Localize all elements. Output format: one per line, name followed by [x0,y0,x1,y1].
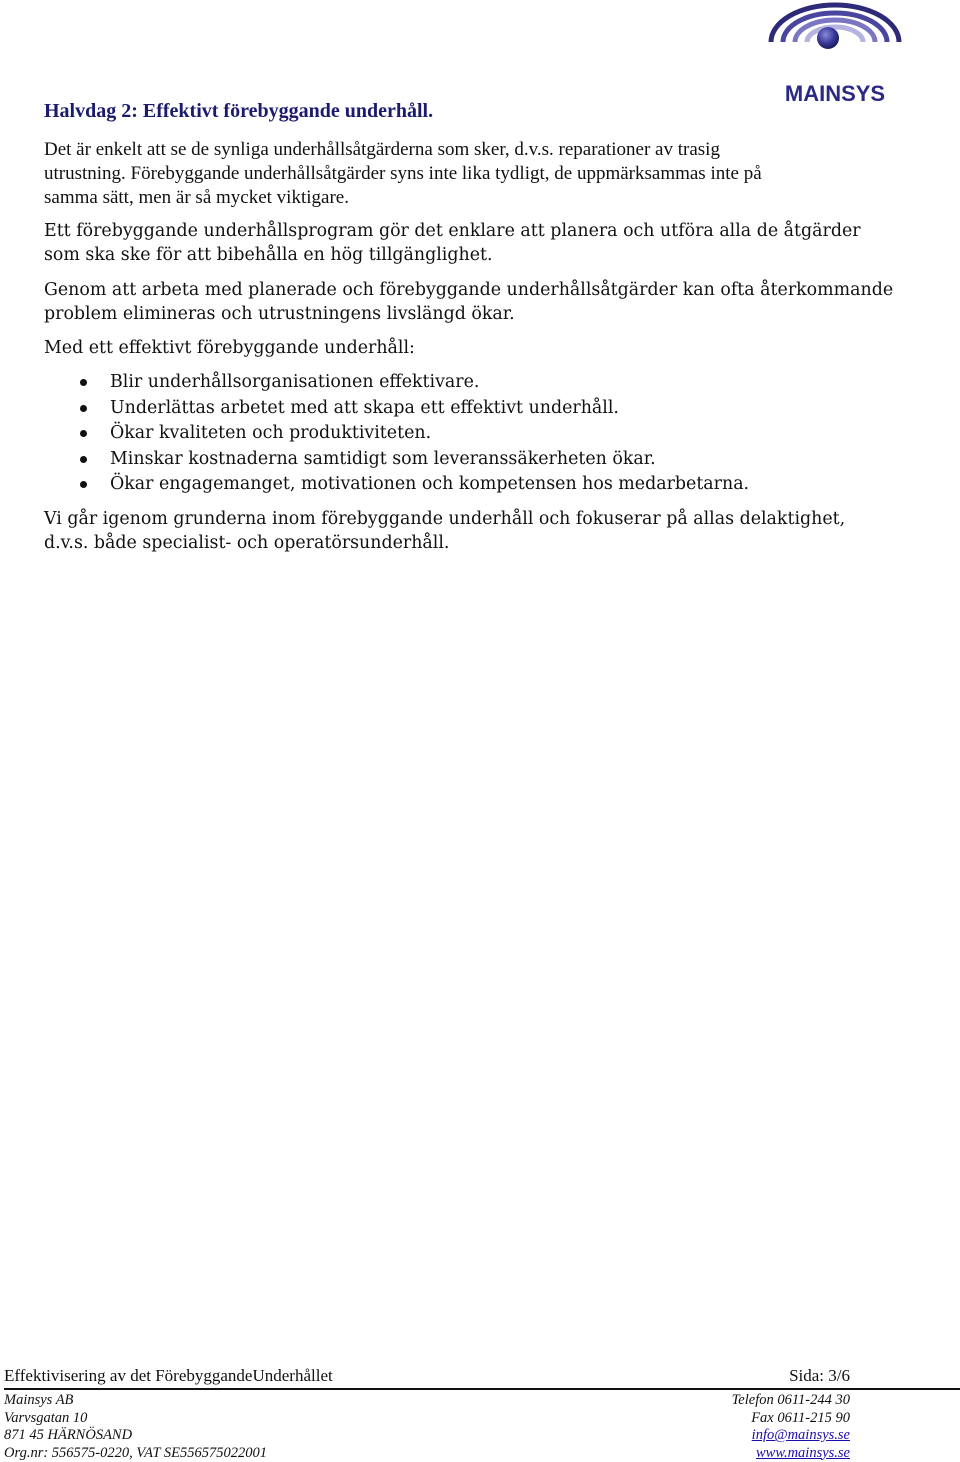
text-line: samma sätt, men är så mycket viktigare. [44,187,349,208]
footer-contact-info [732,1392,850,1462]
text-line: Genom att arbeta med planerade och förebyggande underhållsåtgärder kan ofta återkommande [44,280,894,300]
benefits-list [44,370,749,498]
section-heading: Halvdag 2: Effektivt förebyggande underhåll. [44,100,434,122]
planning-paragraph [44,278,893,326]
email-link[interactable]: info@mainsys.se [751,1427,850,1443]
bullet-icon [80,379,87,386]
intro-paragraph [44,138,762,210]
list-item-text: Underlättas arbetet med att skapa ett effektivt underhåll. [110,397,619,418]
logo-emblem-icon [762,5,908,82]
list-item [44,370,749,396]
list-item [44,472,749,498]
list-item-text: Ökar engagemanget, motivationen och kompetensen hos medarbetarna. [110,474,750,494]
list-item-text: Ökar kvaliteten och produktiviteten. [110,423,432,443]
company-org-number: Org.nr: 556575-0220, VAT SE556575022001 [4,1444,268,1461]
bullet-icon [80,456,87,463]
text-line: som ska ske för att bibehålla en hög tillgänglighet. [44,245,493,265]
company-city: 871 45 HÄRNÖSAND [4,1427,133,1443]
bullet-icon [80,481,87,488]
footer-company-info [4,1392,267,1462]
footer-divider [4,1388,960,1390]
footer-doc-title: Effektivisering av det FörebyggandeUnderhållet [4,1366,333,1385]
text-line: problem elimineras och utrustningens livslängd ökar. [44,304,515,324]
text-line: Det är enkelt att se de synliga underhållsåtgärderna som sker, d.v.s. reparationer av trasig [44,139,720,160]
logo-text: MAINSYS [784,81,886,106]
program-paragraph [44,219,861,267]
list-item-text: Blir underhållsorganisationen effektivare. [110,372,480,392]
list-intro [44,336,415,360]
list-item-text: Minskar kostnaderna samtidigt som leveranssäkerheten ökar. [110,448,656,469]
company-phone: Telefon 0611-244 30 [731,1392,850,1408]
text-line: d.v.s. både specialist- och operatörsunderhåll. [44,533,450,553]
list-item [44,447,749,473]
company-name: Mainsys AB [4,1392,74,1408]
list-item [44,396,749,422]
company-fax: Fax 0611-215 90 [751,1409,850,1426]
text-line: Ett förebyggande underhållsprogram gör det enklare att planera och utföra alla de åtgärder [44,221,861,241]
text-line: Med ett effektivt förebyggande underhåll: [44,338,415,358]
text-line: Vi går igenom grunderna inom förebyggande underhåll och fokuserar på allas delaktighet, [44,509,846,529]
list-item [44,421,749,447]
bullet-icon [80,430,87,437]
footer-page-number: Sida: 3/6 [789,1366,850,1385]
company-street: Varvsgatan 10 [4,1409,88,1426]
text-line: utrustning. Förebyggande underhållsåtgärder syns inte lika tydligt, de uppmärksammas inte på [44,163,762,184]
website-link[interactable]: www.mainsys.se [756,1444,850,1461]
mainsys-logo [762,2,908,106]
bullet-icon [80,405,87,412]
closing-paragraph [44,507,845,555]
